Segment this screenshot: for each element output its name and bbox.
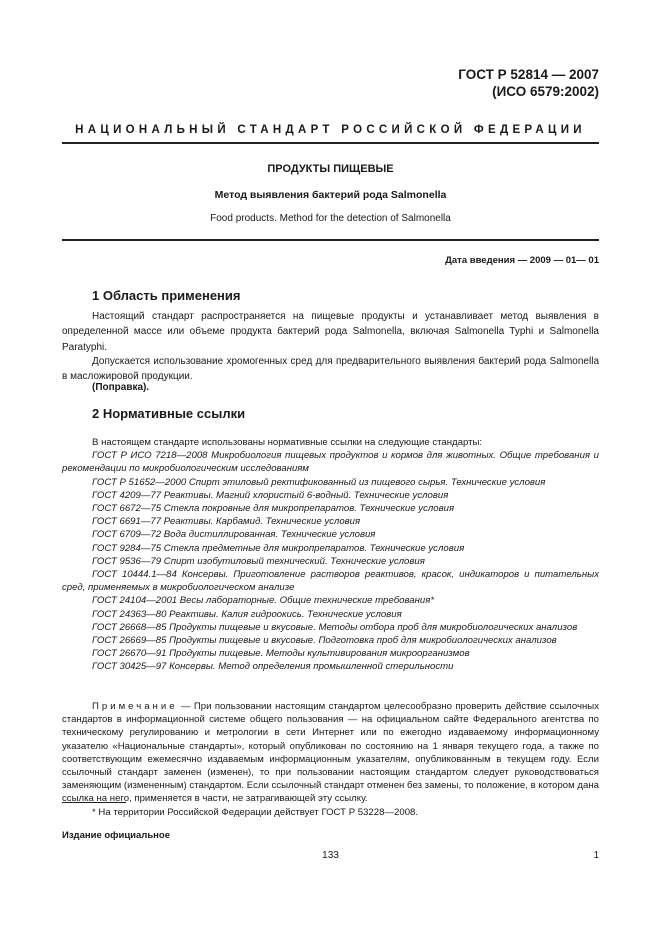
references-intro: В настоящем стандарте использованы нормативные ссылки на следующие стандарты:	[92, 437, 483, 448]
introduction-date: Дата введения — 2009 — 01— 01	[445, 255, 599, 266]
reference-item: ГОСТ 26670—91 Продукты пищевые. Методы культивирования микроорганизмов	[92, 648, 470, 660]
reference-item: ГОСТ 26668—85 Продукты пищевые и вкусовые. Методы отбора проб для микробиологических анализов	[92, 621, 578, 633]
reference-item: ГОСТ 24363—80 Реактивы. Калия гидроокись. Технические условия	[92, 608, 402, 620]
section-1-paragraph-1: Настоящий стандарт распространяется на пищевые продукты и устанавливает метод выявления в определенной массе или объеме продукта бактерий рода Salmonella, включая Salmonella Typhi и Salmonella Paratyphi.	[62, 311, 599, 353]
official-edition-label: Издание официальное	[62, 830, 170, 841]
title-divider	[62, 239, 599, 241]
section-2-heading: 2 Нормативные ссылки	[92, 406, 246, 421]
reference-item: ГОСТ 4209—77 Реактивы. Магний хлористый 6-водный. Технические условия	[92, 489, 449, 501]
note-label: Примечание	[92, 701, 178, 712]
note-paragraph	[62, 700, 599, 806]
section-1-amendment: (Поправка).	[92, 382, 150, 393]
reference-item: ГОСТ 26669—85 Продукты пищевые и вкусовые. Подготовка проб для микробиологических анализов	[92, 635, 557, 647]
gost-code: ГОСТ Р 52814 — 2007	[458, 67, 599, 82]
reference-item: ГОСТ 9284—75 Стекла предметные для микропрепаратов. Технические условия	[92, 542, 465, 554]
normative-references-list	[62, 436, 599, 674]
section-1-paragraph-2: Допускается использование хромогенных сред для предварительного выявления бактерий рода Salmonella в масложировой продукции.	[62, 356, 599, 383]
top-divider	[62, 142, 599, 144]
reference-item: ГОСТ 6709—72 Вода дистиллированная. Технические условия	[92, 529, 376, 541]
footnote-divider	[62, 802, 126, 803]
standard-designation	[458, 66, 599, 100]
reference-item: ГОСТ Р 51652—2000 Спирт этиловый ректификованный из пищевого сырья. Технические условия	[92, 476, 546, 488]
section-1-heading: 1 Область применения	[92, 288, 241, 303]
reference-item: ГОСТ 24104—2001 Весы лабораторные. Общие технические требования*	[92, 595, 435, 607]
reference-item: ГОСТ 30425—97 Консервы. Метод определения промышленной стерильности	[92, 661, 454, 673]
page-number: 133	[322, 850, 339, 861]
english-title: Food products. Method for the detection of Salmonella	[210, 213, 451, 224]
reference-item: ГОСТ Р ИСО 7218—2008 Микробиология пищевых продуктов и кормов для животных. Общие требования и рекомендации по микробиологическим исследованиям	[62, 450, 599, 475]
sheet-number: 1	[593, 850, 599, 861]
reference-item: ГОСТ 6691—77 Реактивы. Карбамид. Технические условия	[92, 516, 361, 528]
reference-item: ГОСТ 9536—79 Спирт изобутиловый технический. Технические условия	[92, 555, 425, 567]
reference-item: ГОСТ 10444.1—84 Консервы. Приготовление растворов реактивов, красок, индикаторов и питательных сред, применяемых в микробиологическом анализе	[62, 569, 599, 594]
document-subtitle: Метод выявления бактерий рода Salmonella	[214, 189, 447, 201]
reference-item: ГОСТ 6672—75 Стекла покровные для микропрепаратов. Технические условия	[92, 503, 455, 515]
footnote: * На территории Российской Федерации действует ГОСТ Р 53228—2008.	[92, 807, 419, 818]
document-title: ПРОДУКТЫ ПИЩЕВЫЕ	[267, 163, 394, 175]
national-standard-banner: НАЦИОНАЛЬНЫЙ СТАНДАРТ РОССИЙСКОЙ ФЕДЕРАЦИИ	[75, 124, 586, 136]
iso-code: (ИСО 6579:2002)	[492, 84, 599, 99]
note-text: — При пользовании настоящим стандартом целесообразно проверить действие ссылочных стандартов в информационной системе общего пользования — на официальном сайте Федерального агентства по техническому регулированию и метрологии в сети Интернет или по ежегодно издаваемому информационному указателю «Национальные стандарты», который опубликован по состоянию на 1 января текущего года, а также по соответствующим ежемесячно издаваемым информационным указателям, опубликованным в текущем году. Если ссылочный стандарт заменен (изменен), то при пользовании настоящим стандартом следует руководствоваться заменяющим (измененным) стандартом. Если ссылочный стандарт отменен без замены, то положение, в котором дана ссылка на него, применяется в части, не затрагивающей эту ссылку.	[62, 701, 599, 805]
